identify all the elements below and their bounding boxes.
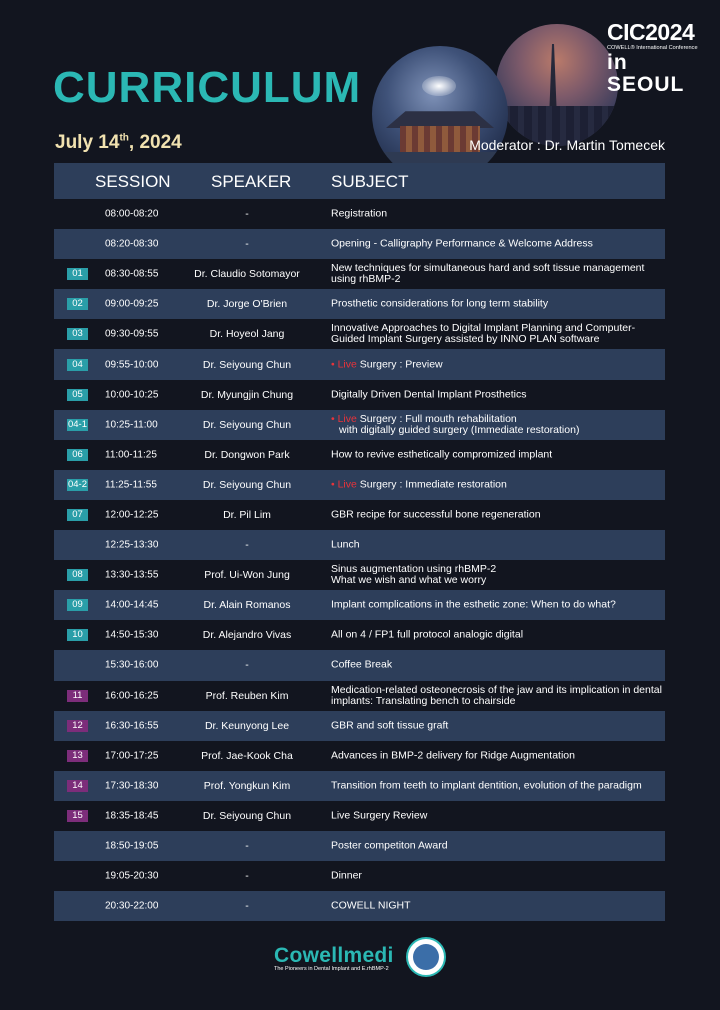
session-number-badge: 12 [67,720,88,732]
event-logo [607,20,701,96]
header-speaker: SPEAKER [211,172,292,191]
session-subject [331,540,663,551]
session-subject [331,841,663,852]
session-subject [331,299,663,310]
subject-text: Poster competiton Award [331,839,448,852]
session-time: 15:30-16:00 [105,659,159,671]
subject-text: Advances in BMP-2 delivery for Ridge Augmentation [331,749,575,762]
session-subject [331,209,663,220]
session-number-badge: 11 [67,690,88,702]
session-time: 10:00-10:25 [105,389,159,401]
session-time: 08:30-08:55 [105,268,159,280]
session-speaker: - [245,900,249,913]
session-number-badge: 06 [67,449,88,461]
session-subject [331,389,663,400]
table-row [54,380,665,410]
table-row [54,319,665,349]
session-time: 16:00-16:25 [105,690,159,702]
table-row [54,410,665,440]
session-speaker: - [245,208,249,221]
session-number-badge: 07 [67,509,88,521]
session-speaker: Dr. Myungjin Chung [200,388,294,401]
session-speaker: Dr. Alejandro Vivas [202,629,292,642]
table-row [54,681,665,711]
subject-text: All on 4 / FP1 full protocol analogic digital [331,628,524,641]
session-number-badge: 14 [67,780,88,792]
subject-text: Digitally Driven Dental Implant Prosthetics [331,388,527,401]
subject-text: Surgery : Immediate restoration [356,478,507,491]
table-row [54,801,665,831]
session-time: 14:50-15:30 [105,629,159,641]
subject-text: GBR and soft tissue graft [331,719,449,732]
subject-text: Innovative Approaches to Digital Implant Planning and Computer-Guided Implant Surgery assisted by INNO PLAN software [331,322,636,346]
session-subject [331,359,663,370]
session-speaker: Prof. Jae-Kook Cha [201,749,293,762]
session-number-badge: 04-1 [67,418,87,430]
session-number-badge: 03 [67,328,88,340]
table-row [54,530,665,560]
subject-text: Registration [331,207,388,220]
session-subject [331,509,663,520]
subject-text: Lunch [331,538,360,551]
session-time: 17:00-17:25 [105,750,159,762]
session-time: 08:20-08:30 [105,238,159,250]
subject-text: Medication-related osteonecrosis of the jaw and its implication in dental implants: Translating bench to chairside [331,683,662,707]
session-subject [331,901,663,912]
session-time: 10:25-11:00 [105,419,158,431]
event-city: in SEOUL [607,51,685,96]
cowellmedi-logo [274,944,394,972]
date-suffix: th [119,132,129,144]
session-subject [331,564,663,586]
session-time: 13:30-13:55 [105,569,159,581]
table-row [54,741,665,771]
session-time: 18:35-18:45 [105,810,159,822]
subject-text: Surgery : Preview [356,358,443,371]
session-subject [331,685,663,707]
session-subject [331,239,663,250]
subject-text-line2: with digitally guided surgery (Immediate restoration) [339,423,580,436]
subject-text: Sinus augmentation using rhBMP-2 [331,563,497,576]
header-session: SESSION [95,172,171,191]
session-number-badge: 10 [67,629,88,641]
subject-text-line2: What we wish and what we worry [331,574,487,587]
table-row [54,891,665,921]
subject-text: Dinner [331,869,362,882]
session-speaker: Dr. Jorge O'Brien [206,298,288,311]
session-number-badge: 02 [67,298,88,310]
table-row [54,590,665,620]
session-speaker: - [245,659,249,672]
footer-brand: Cowellmedi [274,944,394,967]
page-title: CURRICULUM [53,63,362,112]
session-speaker: Prof. Reuben Kim [205,689,289,702]
session-subject [331,323,663,345]
table-row [54,199,665,229]
moderator: Moderator : Dr. Martin Tomecek [469,137,665,153]
curriculum-table [54,163,665,921]
table-row [54,349,665,379]
subject-text: Opening - Calligraphy Performance & Welcome Address [331,237,593,250]
session-speaker: Dr. Dongwon Park [204,448,290,461]
event-date [55,132,182,154]
date-day: July 14 [55,132,120,153]
seoul-tower-photo [496,24,618,146]
table-row [54,831,665,861]
subject-text: Surgery : Full mouth rehabilitation [356,412,517,425]
event-subtitle: COWELL® International Conference [607,45,698,51]
session-time: 08:00-08:20 [105,208,159,220]
session-time: 19:05-20:30 [105,870,159,882]
subject-text: How to revive esthetically compromized implant [331,448,553,461]
session-speaker: Dr. Keunyong Lee [204,719,290,732]
session-speaker: Prof. Yongkun Kim [203,779,291,792]
session-time: 11:25-11:55 [105,479,157,491]
subject-text: Transition from teeth to implant dentition, evolution of the paradigm [331,779,642,792]
event-title: CIC2024 [607,19,695,45]
session-subject [331,414,663,436]
session-time: 16:30-16:55 [105,720,159,732]
session-speaker: Dr. Seiyoung Chun [202,358,292,371]
subject-text: New techniques for simultaneous hard and soft tissue management using rhBMP-2 [331,262,645,286]
session-speaker: - [245,539,249,552]
session-subject [331,871,663,882]
subject-text: Coffee Break [331,658,393,671]
session-number-badge: 05 [67,389,88,401]
table-row [54,560,665,590]
session-subject [331,630,663,641]
session-number-badge: 04-2 [67,478,87,490]
session-time: 17:30-18:30 [105,780,159,792]
table-header [54,163,665,199]
session-number-badge: 04 [67,359,88,371]
session-speaker: - [245,238,249,251]
subject-text: Prosthetic considerations for long term stability [331,297,549,310]
subject-text: COWELL NIGHT [331,899,411,912]
header-subject: SUBJECT [331,172,409,191]
session-speaker: Dr. Claudio Sotomayor [194,268,300,281]
subject-text: Implant complications in the esthetic zone: When to do what? [331,598,616,611]
table-row [54,289,665,319]
table-row [54,620,665,650]
footer-tagline: The Pioneers in Dental Implant and E.rhBMP-2 [274,966,389,972]
session-speaker: Dr. Alain Romanos [203,599,291,612]
table-row [54,470,665,500]
table-row [54,711,665,741]
live-indicator: • Live [331,412,357,425]
session-speaker: Dr. Seiyoung Chun [202,809,292,822]
session-subject [331,780,663,791]
session-speaker: Prof. Ui-Won Jung [204,569,290,582]
table-row [54,500,665,530]
session-subject [331,449,663,460]
table-row [54,440,665,470]
session-number-badge: 09 [67,599,88,611]
session-speaker: Dr. Seiyoung Chun [202,418,292,431]
session-time: 11:00-11:25 [105,449,157,461]
date-year: , 2024 [128,132,182,153]
table-row [54,861,665,891]
session-speaker: - [245,840,249,853]
session-number-badge: 01 [67,268,88,280]
table-row [54,229,665,259]
session-time: 12:25-13:30 [105,539,159,551]
session-subject [331,600,663,611]
session-number-badge: 15 [67,810,88,822]
table-body [54,199,665,921]
session-subject [331,479,663,490]
session-time: 14:00-14:45 [105,599,159,611]
subject-text: GBR recipe for successful bone regeneration [331,508,541,521]
session-speaker: Dr. Seiyoung Chun [202,478,292,491]
table-row [54,259,665,289]
session-time: 09:55-10:00 [105,359,159,371]
session-number-badge: 13 [67,750,88,762]
session-number-badge: 08 [67,569,88,581]
table-row [54,650,665,680]
session-speaker: Dr. Hoyeol Jang [209,328,285,341]
session-time: 18:50-19:05 [105,840,159,852]
session-time: 09:30-09:55 [105,328,159,340]
session-speaker: Dr. Pil Lim [223,508,271,521]
live-indicator: • Live [331,358,357,371]
session-subject [331,720,663,731]
session-speaker: - [245,870,249,883]
session-time: 20:30-22:00 [105,900,159,912]
reid-seal-logo [406,937,446,977]
palace-photo [372,46,508,182]
session-subject [331,810,663,821]
session-subject [331,263,663,285]
live-indicator: • Live [331,478,357,491]
session-time: 12:00-12:25 [105,509,159,521]
session-subject [331,660,663,671]
subject-text: Live Surgery Review [331,809,428,822]
table-row [54,771,665,801]
session-time: 09:00-09:25 [105,298,159,310]
session-subject [331,750,663,761]
